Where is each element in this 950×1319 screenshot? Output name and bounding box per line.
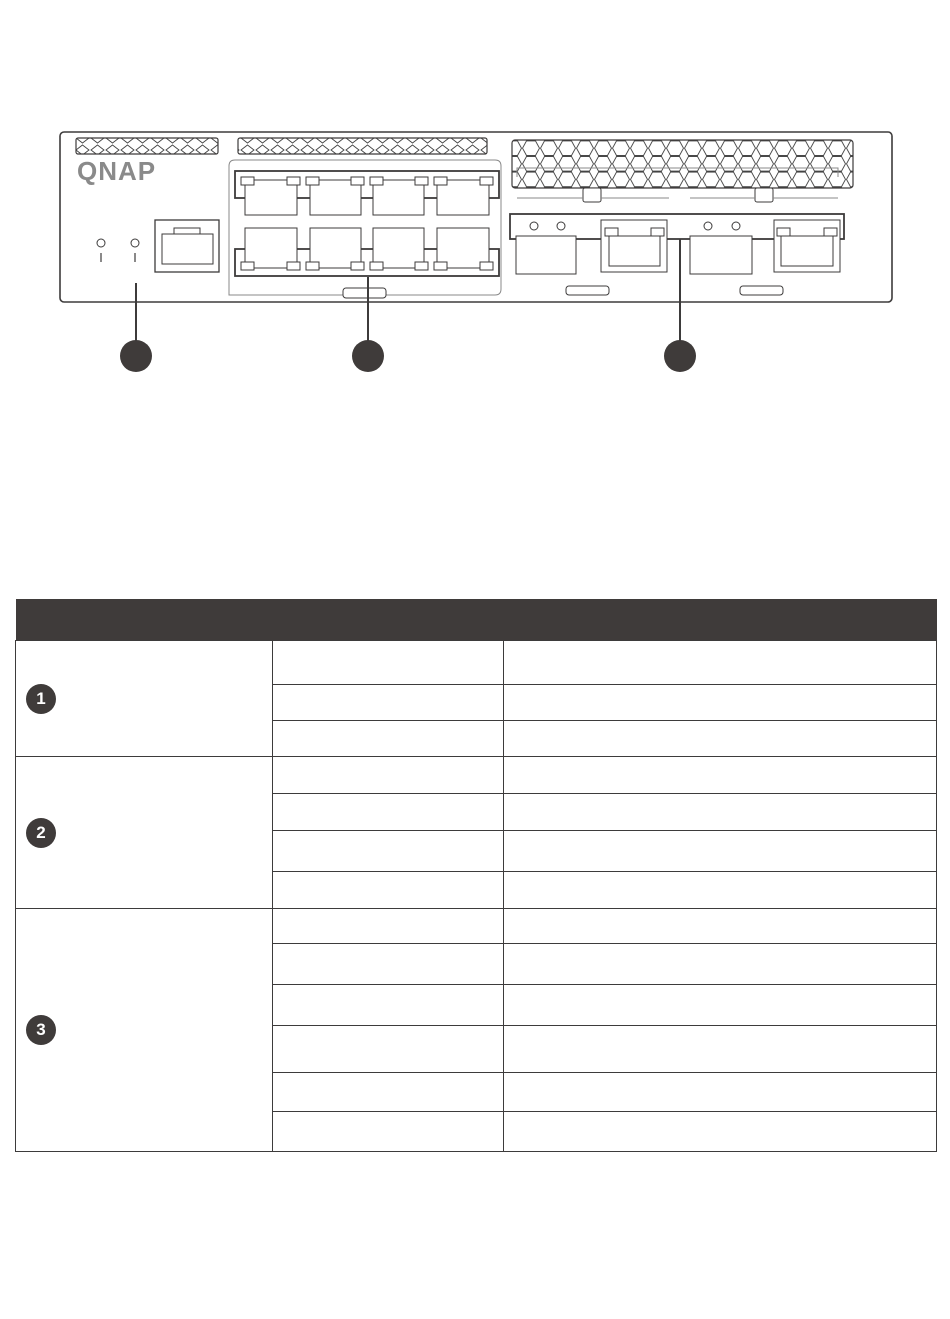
table-cell	[504, 909, 937, 944]
table-cell	[504, 1026, 937, 1073]
qnap-logo: QNAP	[77, 156, 157, 186]
table-header	[16, 599, 937, 641]
table-row	[16, 909, 937, 944]
group-cell-2	[16, 757, 273, 909]
table-cell	[504, 641, 937, 685]
vent-right	[512, 140, 853, 188]
table-cell	[504, 985, 937, 1026]
table-cell	[273, 985, 504, 1026]
table-row	[16, 641, 937, 685]
number-badge-2: 2	[26, 818, 56, 848]
vent-left	[76, 138, 218, 154]
table-cell	[504, 794, 937, 831]
table-cell	[273, 757, 504, 794]
table-cell	[504, 872, 937, 909]
component-table	[15, 599, 937, 1152]
table-cell	[273, 794, 504, 831]
callout-3	[664, 340, 696, 372]
table-cell	[273, 909, 504, 944]
number-badge-3: 3	[26, 1015, 56, 1045]
group-cell-1	[16, 641, 273, 757]
number-badge-1: 1	[26, 684, 56, 714]
table-cell	[273, 944, 504, 985]
table-cell	[504, 831, 937, 872]
table-cell	[504, 1073, 937, 1112]
table-cell	[504, 944, 937, 985]
table-row	[16, 757, 937, 794]
table-cell	[273, 1073, 504, 1112]
vent-middle	[238, 138, 487, 154]
group-cell-3	[16, 909, 273, 1152]
table-cell	[273, 641, 504, 685]
table-cell	[273, 831, 504, 872]
table-cell	[504, 757, 937, 794]
table-cell	[504, 721, 937, 757]
table-cell	[504, 1112, 937, 1152]
table-cell	[273, 1112, 504, 1152]
table-cell	[273, 685, 504, 721]
table-cell	[504, 685, 937, 721]
switch-front-panel-illustration	[0, 0, 950, 400]
table-cell	[273, 1026, 504, 1073]
table-cell	[273, 721, 504, 757]
table-header-cell	[16, 599, 937, 641]
callout-2	[352, 340, 384, 372]
table-cell	[273, 872, 504, 909]
callout-1	[120, 340, 152, 372]
